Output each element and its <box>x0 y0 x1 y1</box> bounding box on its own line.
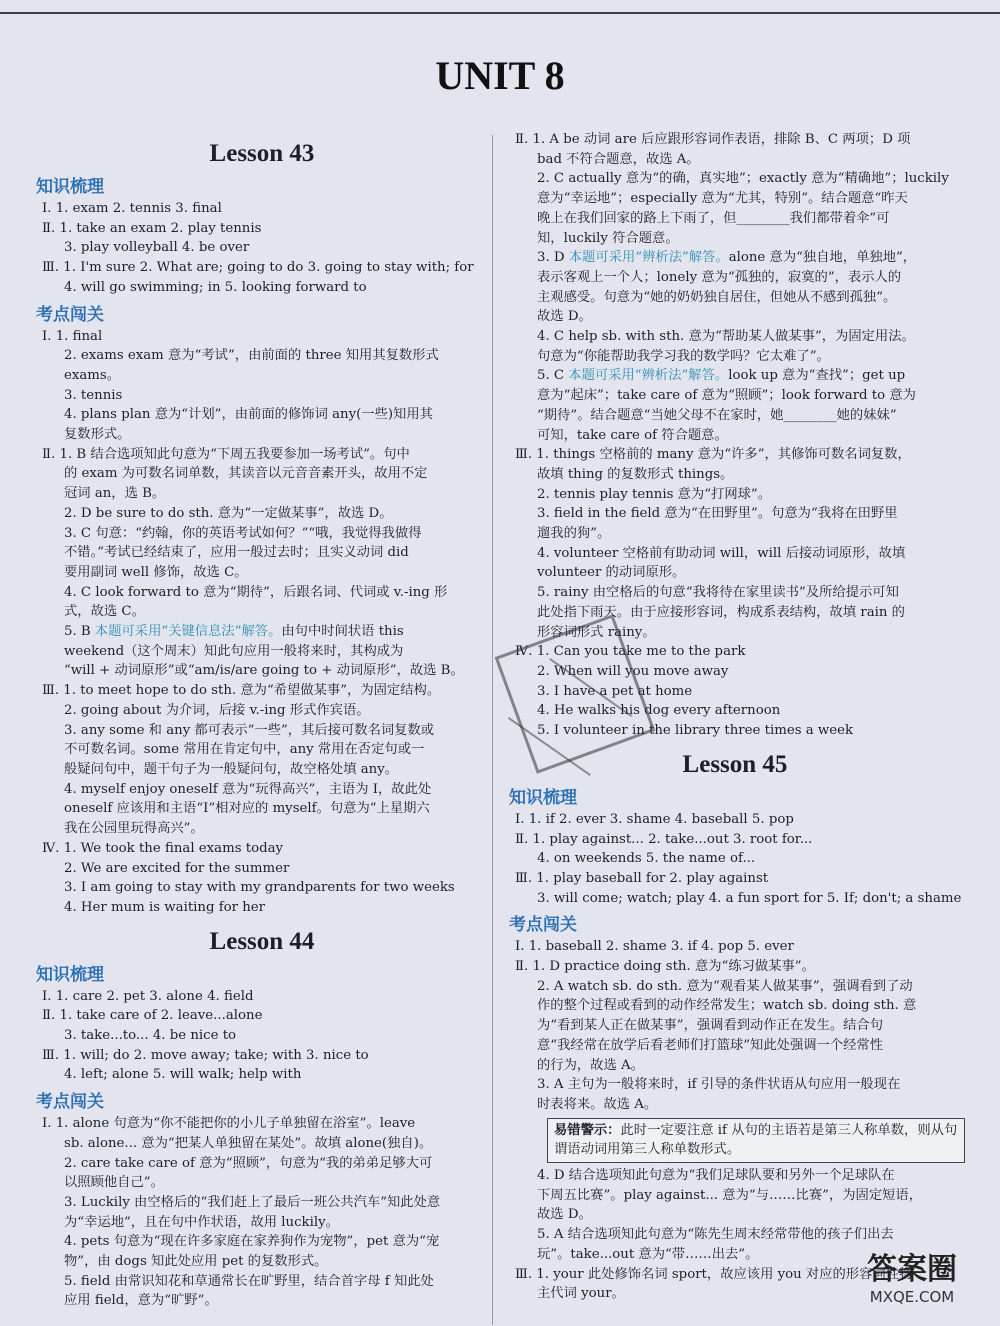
answer-line: 应用 field，意为“旷野”。 <box>64 1293 218 1309</box>
answer-line <box>32 622 492 642</box>
answer-line: Ⅲ. 1. things 空格前的 many 意为“许多”，其修饰可数名词复数， <box>515 447 911 463</box>
answer-line: Ⅱ. 1. play against... 2. take...out 3. root for... <box>515 831 813 847</box>
answer-line: 的行为，故选 A。 <box>537 1057 644 1073</box>
answer-line: 5. rainy 由空格后的句意“我将待在家里读书”及所给提示可知 <box>537 585 899 601</box>
answer-line: Ⅰ. 1. exam 2. tennis 3. final <box>42 201 222 216</box>
answer-line: 冠词 an，选 B。 <box>64 486 166 502</box>
answer-line: 4. will go swimming; in 5. looking forward to <box>64 279 367 295</box>
answer-line: 时表将来。故选 A。 <box>537 1096 658 1112</box>
answer-line: 2. A watch sb. do sth. 意为“观看某人做某事”，强调看到了动 <box>537 978 913 994</box>
answer-line: Ⅲ. 1. to meet hope to do sth. 意为“希望做某事”，为固定结构。 <box>42 683 441 699</box>
answer-line: Ⅳ. 1. We took the final exams today <box>42 840 284 856</box>
answer-line: 2. going about 为介词，后接 v.-ing 形式作宾语。 <box>64 702 370 718</box>
answer-line: bad 不符合题意，故选 A。 <box>537 151 700 167</box>
answer-line: 意为“幸运地”；especially 意为“尤其，特别”。结合题意“昨天 <box>537 191 908 207</box>
answer-line: 4. on weekends 5. the name of... <box>537 851 756 867</box>
answer-line: volunteer 的动词原形。 <box>537 565 686 581</box>
answer-line: 5. A 结合选项知此句意为“陈先生周末经常带他的孩子们出去 <box>537 1227 894 1243</box>
answer-line: 2. D be sure to do sth. 意为“一定做某事”，故选 D。 <box>64 505 393 521</box>
answer-line: 4. Her mum is waiting for her <box>64 899 266 915</box>
answer-line: 4. pets 句意为“现在许多家庭在家养狗作为宠物”，pet 意为“宠 <box>64 1234 440 1250</box>
answer-line: Ⅱ. 1. B 结合选项知此句意为“下周五我要参加一场考试”。句中 <box>42 446 410 462</box>
answer-line: 晚上在我们回家的路上下雨了，但________我们都带着伞”可 <box>537 210 890 226</box>
answer-line: 4. C look forward to 意为“期待”，后跟名词、代词或 v.-ing 形 <box>64 584 448 600</box>
answer-line: 复数形式。 <box>64 427 131 443</box>
section-heading: 考点闯关 <box>36 1092 104 1113</box>
answer-line: 4. volunteer 空格前有助动词 will，will 后接动词原形，故填 <box>537 545 906 561</box>
answer-line: 以照顾他自己”。 <box>64 1175 164 1191</box>
answer-line: 下周五比赛”。play against... 意为“与……比赛”，为固定短语， <box>537 1187 923 1203</box>
answer-line: 故选 D。 <box>537 309 592 325</box>
warning-text: 此时一定要注意 if 从句的主语若是第三人称单数，则从句谓语动词用第三人称单数形式。 <box>554 1122 958 1158</box>
answer-line: 4. myself enjoy oneself 意为“玩得高兴”，主语为 I，故此处 <box>64 781 432 797</box>
page-title: UNIT 8 <box>435 53 565 98</box>
answer-line: 4. C help sb. with sth. 意为“帮助某人做某事”，为固定用法。 <box>537 329 915 345</box>
method-hint: 本题可采用“关键信息法”解答。 <box>94 624 282 640</box>
column-divider <box>492 135 493 1325</box>
answer-line: 3. I have a pet at home <box>537 683 693 699</box>
lesson-heading: Lesson 43 <box>209 140 315 167</box>
answer-line: 2. C actually 意为“的确，真实地”；exactly 意为“精确地”；luckily <box>537 171 949 187</box>
answer-line: Ⅱ. 1. A be 动词 are 后应跟形容词作表语，排除 B、C 两项；D 项 <box>515 132 911 147</box>
answer-line: 3. A 主句为一般将来时，if 引导的条件状语从句应用一般现在 <box>537 1077 901 1093</box>
section-heading: 知识梳理 <box>509 787 577 808</box>
answer-line: 3. play volleyball 4. be over <box>64 240 250 256</box>
answer-line: “will + 动词原形”或“am/is/are going to + 动词原形”，故选 B。 <box>64 663 464 679</box>
lesson-heading: Lesson 45 <box>682 750 788 778</box>
answer-line: Ⅰ. 1. alone 句意为“你不能把你的小儿子单独留在浴室”。leave <box>42 1116 416 1132</box>
answer-text: alone 意为“独自地，单独地”， <box>728 250 917 266</box>
answer-line <box>505 366 965 386</box>
answer-line: Ⅳ. 1. Can you take me to the park <box>515 644 746 660</box>
answer-line: 式，故选 C。 <box>64 604 145 620</box>
answer-line: 知，luckily 符合题意。 <box>537 230 679 246</box>
answer-line: 3. I am going to stay with my grandparents for two weeks <box>64 880 455 896</box>
answer-line: 5. field 由常识知花和草通常长在旷野里，结合首字母 f 知此处 <box>64 1273 434 1289</box>
lesson-heading: Lesson 44 <box>209 927 315 955</box>
watermark-main: 答案圈 <box>867 1252 957 1287</box>
answer-line: 为“幸运地”，且在句中作状语，故用 luckily。 <box>64 1214 339 1230</box>
answer-line: 为“看到某人正在做某事”，强调看到动作正在发生。结合句 <box>537 1018 884 1034</box>
left-column <box>32 130 492 1311</box>
watermark-sub: MXQE.COM <box>869 1288 955 1306</box>
answer-line: Ⅲ. 1. your 此处修饰名词 sport，故应该用 you 对应的形容词性物 <box>515 1266 913 1282</box>
answer-line: 句意为“你能帮助我学习我的数学吗？它太难了”。 <box>537 348 830 364</box>
answer-line: 4. plans plan 意为“计划”，由前面的修饰词 any(一些)知用其 <box>64 407 433 423</box>
answer-line: 可知，take care of 符合题意。 <box>537 427 728 443</box>
warning-label: 易错警示： <box>554 1122 621 1138</box>
answer-lead: 5. C <box>537 368 569 384</box>
watermark-logo <box>842 1244 982 1318</box>
answer-line: oneself 应该用和主语“I”相对应的 myself。句意为“上星期六 <box>64 801 430 817</box>
answer-line: 3. C 句意：“约翰，你的英语考试如何？”“哦，我觉得我做得 <box>64 525 422 541</box>
answer-line: Ⅰ. 1. if 2. ever 3. shame 4. baseball 5. pop <box>515 811 794 827</box>
answer-line: 要用副词 well 修饰，故选 C。 <box>64 564 248 580</box>
answer-line: 主代词 your。 <box>537 1286 625 1302</box>
answer-line: 不错。”考试已经结束了，应用一般过去时；且实义动词 did <box>64 545 409 561</box>
answer-line: 2. exams exam 意为“考试”，由前面的 three 知用其复数形式 <box>64 348 439 364</box>
answer-line: Ⅱ. 1. take care of 2. leave...alone <box>42 1008 263 1024</box>
answer-line: sb. alone... 意为“把某人单独留在某处”。故填 alone(独自)。 <box>64 1135 433 1151</box>
section-heading: 知识梳理 <box>36 964 104 985</box>
answer-line: 主观感受。句意为“她的奶奶独自居住，但她从不感到孤独”。 <box>537 289 897 305</box>
answer-line: 4. left; alone 5. will walk; help with <box>64 1067 302 1083</box>
answer-line: 故选 D。 <box>537 1207 592 1223</box>
answer-lead: 3. D <box>537 250 569 266</box>
method-hint: 本题可采用“辨析法”解答。 <box>568 250 729 266</box>
answer-line: 玩”。take...out 意为“带……出去”。 <box>537 1246 759 1262</box>
warning-box <box>547 1118 965 1163</box>
answer-line: 3. take...to... 4. be nice to <box>64 1028 237 1044</box>
answer-line: Ⅱ. 1. D practice doing sth. 意为“练习做某事”。 <box>515 959 815 975</box>
answer-line: Ⅲ. 1. will; do 2. move away; take; with 3. nice to <box>42 1047 369 1063</box>
answer-line: 意为“起床”；take care of 意为“照顾”；look forward to 意为 <box>537 388 916 404</box>
answer-line: 3. any some 和 any 都可表示“一些”，其后接可数名词复数或 <box>64 722 435 738</box>
answer-line: 表示客观上一个人；lonely 意为“孤独的，寂寞的”，表示人的 <box>537 269 902 285</box>
answer-line: “期待”。结合题意“当她父母不在家时，她________她的妹妹” <box>537 407 897 423</box>
answer-line: 5. I volunteer in the library three times a week <box>537 723 854 739</box>
answer-line: 4. D 结合选项知此句意为“我们足球队要和另外一个足球队在 <box>537 1168 895 1184</box>
answer-line: weekend（这个周末）知此句应用一般将来时，其构成为 <box>64 643 404 659</box>
section-heading: 考点闯关 <box>36 304 104 325</box>
answer-line: 不可数名词。some 常用在肯定句中，any 常用在否定句或一 <box>64 742 425 758</box>
answer-text: look up 意为“查找”；get up <box>728 368 906 384</box>
section-heading: 考点闯关 <box>509 915 577 936</box>
answer-line: 3. will come; watch; play 4. a fun sport for 5. If; don't; a shame <box>537 890 962 906</box>
answer-text: 由句中时间状语 this <box>281 624 404 640</box>
answer-line: 的 exam 为可数名词单数，其读音以元音音素开头，故用不定 <box>64 466 428 482</box>
answer-line: Ⅰ. 1. baseball 2. shame 3. if 4. pop 5. ever <box>515 939 794 955</box>
answer-line: exams。 <box>64 367 121 383</box>
answer-line: 2. We are excited for the summer <box>64 860 290 876</box>
answer-line: 4. He walks his dog every afternoon <box>537 703 781 719</box>
answer-line: 般疑问句中，题干句子为一般疑问句，故空格处填 any。 <box>64 761 399 777</box>
answer-line: Ⅱ. 1. take an exam 2. play tennis <box>42 220 262 236</box>
answer-line: 2. When will you move away <box>537 663 729 679</box>
section-heading: 知识梳理 <box>36 177 104 197</box>
answer-line: 物”，由 dogs 知此处应用 pet 的复数形式。 <box>64 1254 328 1270</box>
answer-line: 形容词形式 rainy。 <box>537 624 656 640</box>
answer-line: 遛我的狗”。 <box>537 526 611 542</box>
answer-line: Ⅰ. 1. care 2. pet 3. alone 4. field <box>42 988 254 1004</box>
answer-line: 此处指下雨天。由于应接形容词，构成系表结构，故填 rain 的 <box>537 604 905 620</box>
answer-line: Ⅲ. 1. play baseball for 2. play against <box>515 870 769 886</box>
answer-line: 2. tennis play tennis 意为“打网球”。 <box>537 486 772 502</box>
answer-line: 3. field in the field 意为“在田野里”。句意为“我将在田野里 <box>537 506 898 522</box>
answer-line: 3. tennis <box>64 387 123 403</box>
answer-line: 作的整个过程或看到的动作经常发生；watch sb. doing sth. 意 <box>537 998 917 1014</box>
answer-line: 3. Luckily 由空格后的“我们赶上了最后一班公共汽车”知此处意 <box>64 1194 441 1210</box>
answer-line: 2. care take care of 意为“照顾”，句意为“我的弟弟足够大可 <box>64 1155 433 1171</box>
answer-lead: 5. B <box>64 624 95 640</box>
answer-line: 故填 thing 的复数形式 things。 <box>537 466 734 482</box>
answer-line: 我在公园里玩得高兴”。 <box>64 821 204 837</box>
answer-line: Ⅰ. 1. final <box>42 328 103 344</box>
header-rule <box>0 0 1000 14</box>
method-hint: 本题可采用“辨析法”解答。 <box>568 368 729 384</box>
answer-line: 意“我经常在放学后看老师们打篮球”知此处强调一个经常性 <box>537 1037 884 1053</box>
answer-line: Ⅲ. 1. I'm sure 2. What are; going to do 3. going to stay with; for <box>42 260 474 276</box>
answer-line <box>505 248 965 268</box>
